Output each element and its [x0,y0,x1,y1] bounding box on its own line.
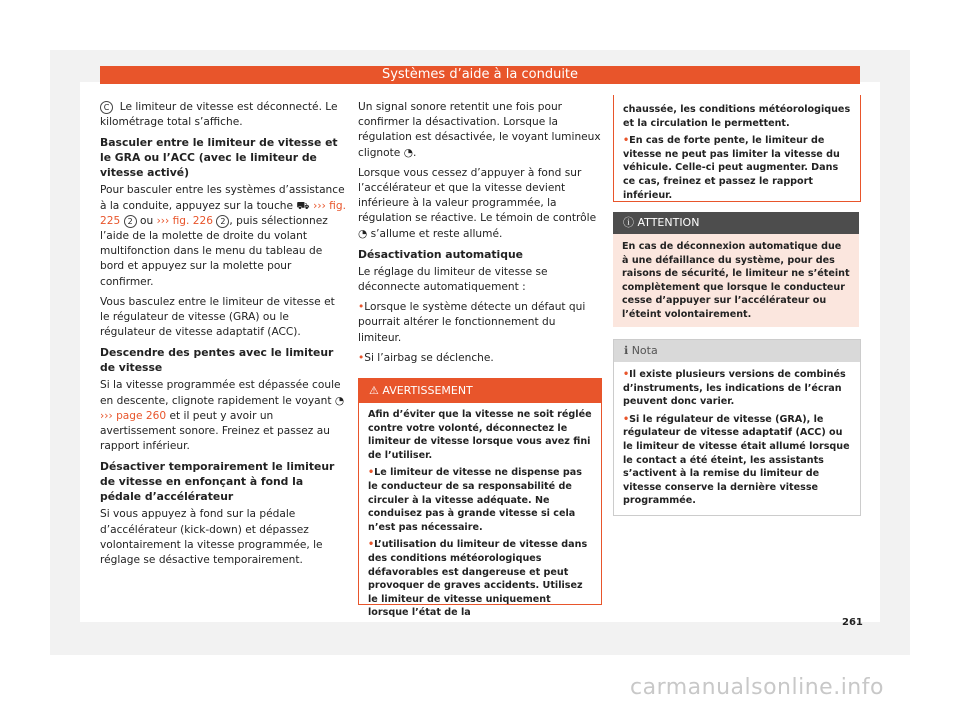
watermark: carmanualsonline.info [630,675,884,700]
warning-continuation-body [614,95,860,211]
note-box [613,339,861,516]
or-text: ou [139,214,154,227]
heading-switch: Basculer entre le limiteur de vitesse et le GRA ou l’ACC (avec le limiteur de vitesse activé) [100,136,338,180]
warning-header [359,379,601,403]
warning-title: AVERTISSEMENT [382,384,473,397]
speedometer-icon: ◔ [334,394,345,407]
column-2 [358,100,602,371]
number-2-badge: 2 [216,215,229,228]
speedometer-icon: ◔ [358,227,368,240]
warning-bullet-2: • L’utilisation du limiteur de vitesse dans des conditions météorologiques défavorables est dangereuse et peut provoquer de graves accidents. Utilisez le limiteur de vitesse uniquement lorsque l’état de la [368,538,592,620]
confirm-text: Un signal sonore retentit une fois pour confirmer la désactivation. Lorsque la régulation est désactivée, le voyant lumineux clignote [358,101,601,159]
heading-auto-deactivation: Désactivation automatique [358,247,523,261]
attention-box [613,212,859,327]
warning-triangle-icon: ⚠ [369,384,379,397]
switch-result: Vous basculez entre le limiteur de vitesse et le régulateur de vitesse (GRA) ou le régulateur de vitesse adaptatif (ACC). [100,295,335,339]
bullet-airbag: • Si l’airbag se déclenche. [358,351,602,366]
warning-bullet-3: • En cas de forte pente, le limiteur de vitesse ne peut pas limiter la vitesse du véhicule. Celle-ci peut augmenter. Dans ce cas, freinez et passez le rapport inférieur. [623,134,851,202]
warning-continuation-text: chaussée, les conditions météorologiques et la circulation le permettent. [623,104,851,129]
warning-continuation-box [613,95,861,202]
page-number: 261 [842,617,863,628]
fig-225-link[interactable]: ››› fig. 225 [100,199,346,227]
reactivate-text-b: s’allume et reste allumé. [370,227,503,240]
attention-body: En cas de déconnexion automatique due à une défaillance du système, pour des raisons de sécurité, le limiteur ne s’éteint complètement que lorsque le conducteur cesse d’appuyer sur l’accélérateur ou l’éteint volontairement. [622,241,850,320]
descent-text-b: et il peut y avoir un avertissement sonore. Freinez et passez au rapport inférieur. [100,409,330,453]
warning-bullet-1: • Le limiteur de vitesse ne dispense pas le conducteur de sa responsabilité de circuler à la vitesse adéquate. Ne conduisez pas à grande vitesse si cela n’est pas nécessaire. [368,466,592,534]
disconnected-note [100,100,346,130]
descent-text-a: Si la vitesse programmée est dépassée coule en descente, clignote rapidement le voyant [100,379,341,407]
disconnected-text: Le limiteur de vitesse est déconnecté. Le kilométrage total s’affiche. [100,101,338,129]
note-header [614,340,860,362]
note-body [614,362,860,518]
page-260-link[interactable]: ››› page 260 [100,409,167,422]
confirm-paragraph: Un signal sonore retentit une fois pour confirmer la désactivation. Lorsque la régulation est désactivée, le voyant lumineux clignote ◔. [358,101,601,159]
switch-text-a: Pour basculer entre les systèmes d’assistance à la conduite, appuyez sur la touche [100,184,345,212]
warning-body [359,403,601,629]
reactivate-text-a: Lorsque vous cessez d’appuyer à fond sur l’accélérateur et que la vitesse devient inférieure à la valeur programmée, la régulation se réactive. Le témoin de contrôle [358,166,597,225]
warning-intro: Afin d’éviter que la vitesse ne soit réglée contre votre volonté, déconnectez le limiteur de vitesse lorsque vous avez fini de l’utiliser. [368,409,592,461]
descent-paragraph [100,378,346,454]
info-circle-icon: ⓘ [623,216,634,229]
switch-paragraph [100,183,346,289]
auto-deactivation-text: Le réglage du limiteur de vitesse se déconnecte automatiquement : [358,265,548,294]
kickdown-paragraph: Si vous appuyez à fond sur la pédale d’accélérateur (kick-down) et dépassez volontairement la vitesse programmée, le réglage se désactive temporairement. [100,508,323,567]
column-1 [100,100,346,573]
reactivate-paragraph [358,166,602,242]
number-2-badge: 2 [124,215,137,228]
note-title: Nota [631,344,658,357]
attention-header [613,212,859,234]
car-icon: ⛟ [296,199,310,212]
note-bullet-2: • Si le régulateur de vitesse (GRA), le régulateur de vitesse adaptatif (ACC) ou le limiteur de vitesse était allumé lorsque le contact a été éteint, les assistants s’activent à la remise du limiteur de vitesse conserve la dernière vitesse programmée. [623,413,851,508]
switch-text-b: , puis sélectionnez l’aide de la molette de droite du volant multifonction dans le menu du tableau de bord et appuyez sur la molette pour confirmer. [100,214,328,288]
note-bullet-1: • Il existe plusieurs versions de combinés d’instruments, les indications de l’écran peuvent donc varier. [623,368,851,409]
bullet-defect: • Lorsque le système détecte un défaut qui pourrait altérer le fonctionnement du limiteur. [358,300,602,346]
heading-descent: Descendre des pentes avec le limiteur de vitesse [100,346,334,375]
section-header: Systèmes d’aide à la conduite [100,66,860,84]
fig-226-link[interactable]: ››› fig. 226 [156,214,213,227]
attention-title: ATTENTION [637,216,700,229]
speedometer-icon: ◔ [403,146,413,159]
c-marker-icon: C [100,101,113,114]
info-icon: ℹ [624,344,629,357]
heading-kickdown: Désactiver temporairement le limiteur de vitesse en enfonçant à fond la pédale d’accélérateur [100,460,335,504]
warning-box [358,378,602,619]
